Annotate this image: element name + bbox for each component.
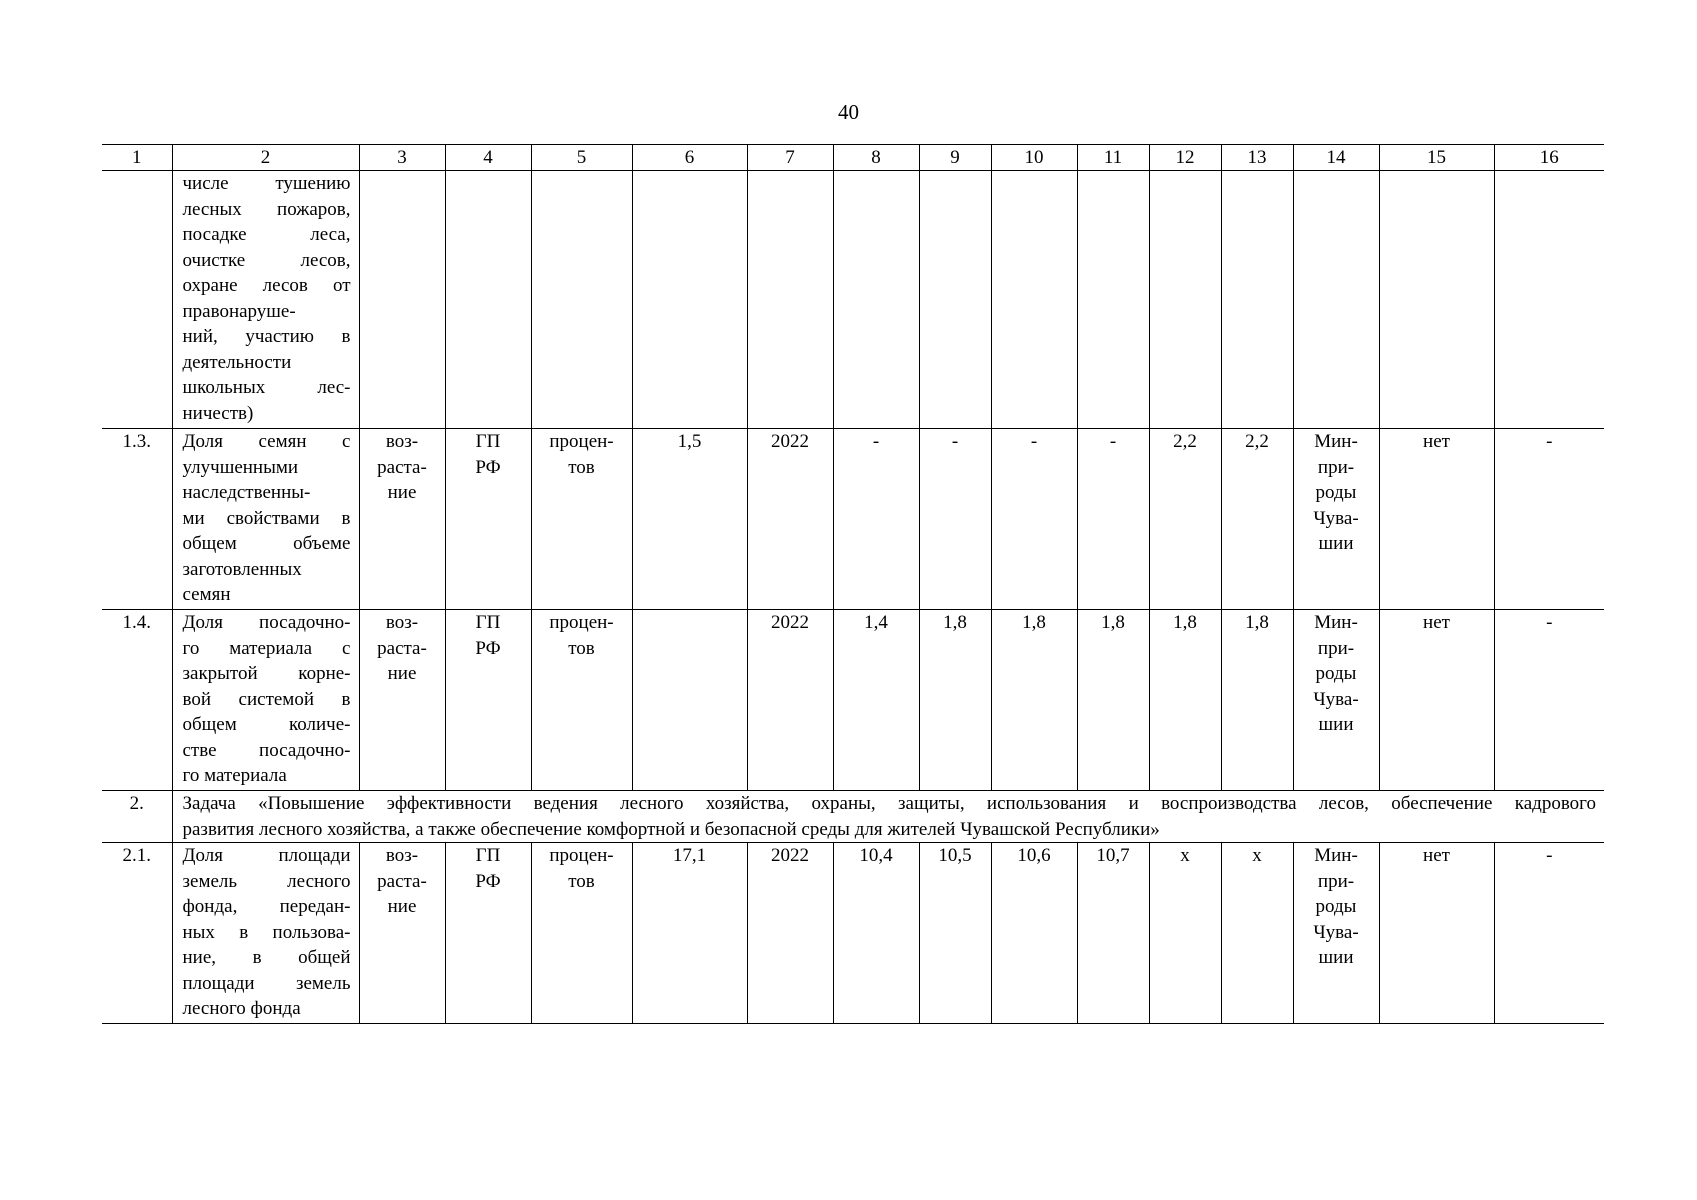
cell-unit: процен- тов: [531, 610, 632, 791]
cell-value: -: [1494, 429, 1604, 610]
cell-value: нет: [1379, 843, 1494, 1024]
col-header: 11: [1077, 145, 1149, 171]
col-header: 6: [632, 145, 747, 171]
cell: [1293, 171, 1379, 429]
cell-value: 1,8: [919, 610, 991, 791]
col-header: 9: [919, 145, 991, 171]
cell-value: -: [1077, 429, 1149, 610]
col-header: 4: [445, 145, 531, 171]
cell-num: 1.3.: [102, 429, 172, 610]
cell-value: 1,8: [1149, 610, 1221, 791]
col-header: 12: [1149, 145, 1221, 171]
cell-value: -: [833, 429, 919, 610]
cell-indicator-name: Доля семян с улучшенными наследственны- ми свойствами в общем объеме заготовленных семян: [172, 429, 359, 610]
table-row-2-1: [102, 843, 1604, 1024]
cell-source: ГП РФ: [445, 843, 531, 1024]
cell-year: 2022: [747, 610, 833, 791]
cell: [1494, 171, 1604, 429]
cell-num: 2.: [102, 791, 172, 843]
col-header: 14: [1293, 145, 1379, 171]
cell-value: нет: [1379, 610, 1494, 791]
cell: [1149, 171, 1221, 429]
cell-trend: воз- раста- ние: [359, 429, 445, 610]
cell: [747, 171, 833, 429]
col-header: 5: [531, 145, 632, 171]
cell-value: 10,7: [1077, 843, 1149, 1024]
cell-value: х: [1149, 843, 1221, 1024]
col-header: 8: [833, 145, 919, 171]
page-number: 40: [838, 100, 859, 124]
cell-unit: процен- тов: [531, 429, 632, 610]
cell: [1077, 171, 1149, 429]
cell: [1379, 171, 1494, 429]
cell-unit: процен- тов: [531, 843, 632, 1024]
cell: [632, 171, 747, 429]
cell-value: 1,8: [991, 610, 1077, 791]
col-header: 2: [172, 145, 359, 171]
cell-value: -: [1494, 610, 1604, 791]
cell-value: 1,5: [632, 429, 747, 610]
table-row-task-2: [102, 791, 1604, 843]
cell: [531, 171, 632, 429]
cell-value: -: [1494, 843, 1604, 1024]
table-row-continuation: [102, 171, 1604, 429]
cell-num: [102, 171, 172, 429]
cell-indicator-name: Доля площади земель лесного фонда, передан- ных в пользова- ние, в общей площади земель лесного фонда: [172, 843, 359, 1024]
column-number-row: [102, 145, 1604, 171]
cell-num: 1.4.: [102, 610, 172, 791]
table-row-1-3: [102, 429, 1604, 610]
cell-value: х: [1221, 843, 1293, 1024]
cell-value: -: [991, 429, 1077, 610]
cell-value: 1,8: [1221, 610, 1293, 791]
col-header: 10: [991, 145, 1077, 171]
cell: [919, 171, 991, 429]
cell-value: 1,4: [833, 610, 919, 791]
col-header: 15: [1379, 145, 1494, 171]
cell-value: 1,8: [1077, 610, 1149, 791]
cell-value: 2,2: [1221, 429, 1293, 610]
cell-num: 2.1.: [102, 843, 172, 1024]
cell-value: 17,1: [632, 843, 747, 1024]
cell-indicator-name: Доля посадочно- го материала с закрытой корне- вой системой в общем количе- стве посадочно- го материала: [172, 610, 359, 791]
cell-year: 2022: [747, 429, 833, 610]
cell-value: -: [919, 429, 991, 610]
cell-value: 2,2: [1149, 429, 1221, 610]
cell-responsible: Мин- при- роды Чува- шии: [1293, 429, 1379, 610]
col-header: 13: [1221, 145, 1293, 171]
cell-value: 10,6: [991, 843, 1077, 1024]
cell-value: 10,5: [919, 843, 991, 1024]
cell-value: 10,4: [833, 843, 919, 1024]
cell-source: ГП РФ: [445, 429, 531, 610]
col-header: 1: [102, 145, 172, 171]
indicators-table: [102, 144, 1604, 1024]
cell-value: [632, 610, 747, 791]
cell-source: ГП РФ: [445, 610, 531, 791]
cell-responsible: Мин- при- роды Чува- шии: [1293, 843, 1379, 1024]
col-header: 7: [747, 145, 833, 171]
cell: [445, 171, 531, 429]
col-header: 16: [1494, 145, 1604, 171]
cell-trend: воз- раста- ние: [359, 843, 445, 1024]
cell-value: нет: [1379, 429, 1494, 610]
cell: [991, 171, 1077, 429]
cell-trend: воз- раста- ние: [359, 610, 445, 791]
task-heading: Задача «Повышение эффективности ведения лесного хозяйства, охраны, защиты, использования и воспроизводства лесов, обеспечение кадрового развития лесного хозяйства, а также обеспечение комфортной и безопасной среды для жителей Чувашской Республики»: [172, 791, 1604, 843]
cell: [359, 171, 445, 429]
cell: [1221, 171, 1293, 429]
cell: [833, 171, 919, 429]
cell-year: 2022: [747, 843, 833, 1024]
col-header: 3: [359, 145, 445, 171]
cell-responsible: Мин- при- роды Чува- шии: [1293, 610, 1379, 791]
table-row-1-4: [102, 610, 1604, 791]
cell-indicator-name: числе тушению лесных пожаров, посадке леса, очистке лесов, охране лесов от правонаруше- ний, участию в деятельности школьных лес- ничеств): [172, 171, 359, 429]
